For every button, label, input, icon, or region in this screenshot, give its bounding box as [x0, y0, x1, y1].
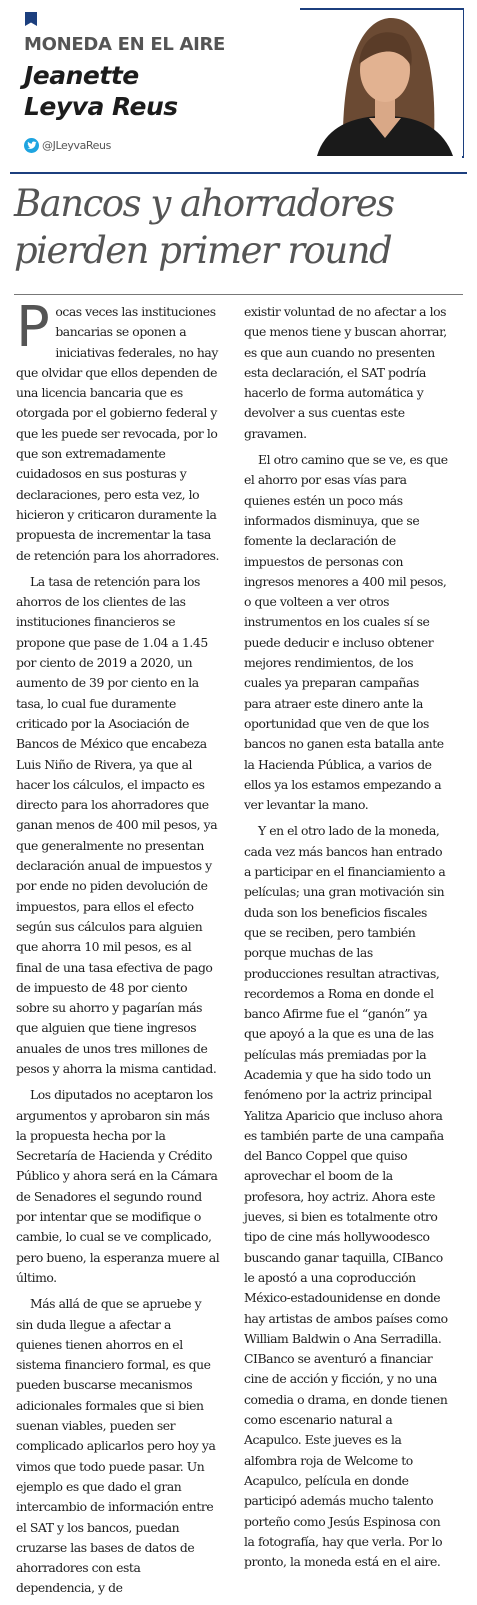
headline-line-1: Bancos y ahorradores: [14, 182, 394, 225]
paragraph: La tasa de retención para los ahorros de los clientes de las instituciones financieros se propone que pase de 1.04 a 1.45 por ciento de 2019 a 2020, un aumento de 39 por ciento en la tasa, lo cual fue duramente criticado por la Asociación de Bancos de México que encabeza Luis Niño de Rivera, ya que al hacer los cálculos, el impacto es directo para los ahorradores que ganan menos de 400 mil pesos, ya que generalmente no presentan declaración anual de impuestos y por ende no piden devolución de impuestos, para ellos el efecto según sus cálculos para alguien que ahorra 10 mil pesos, es al final de una tasa efectiva de pago de impuesto de 48 por ciento sobre su ahorro y pagarían más que alguien que tiene ingresos anuales de unos tres millones de pesos y ahorra la misma cantidad.: [16, 573, 218, 1076]
paragraph: Los diputados no aceptaron los argumentos y aprobaron sin más la propuesta hecha por la Secretaría de Hacienda y Crédito Público y ahora será en la Cámara de Senadores el segundo round por intentar que se modifique o cambie, lo cual se ve complicado, pero bueno, la esperanza muere al último.: [16, 1087, 220, 1285]
author-name: [24, 60, 294, 122]
twitter-bird-icon: [24, 138, 39, 153]
article-headline: [14, 180, 474, 274]
column-header: [0, 0, 477, 172]
headline-divider: [14, 294, 463, 295]
headline-rule: [10, 172, 467, 174]
paragraph-text: ocas veces las instituciones bancarias se oponen a iniciativas federales, no hay que olvidar que ellos dependen de una licencia bancaria que es otorgada por el gobierno federal y que les puede ser revocada, por lo que son extremadamente cuidadosos en sus posturas y declaraciones, pero esta vez, lo hicieron y criticaron duramente la propuesta de incrementar la tasa de retención para los ahorradores.: [16, 304, 220, 563]
article-column-left: [16, 295, 220, 1605]
paragraph: [16, 295, 220, 566]
paragraph: Más allá de que se apruebe y sin duda llegue a afectar a quienes tienen ahorros en el sistema financiero formal, es que pueden buscarse mecanismos adicionales formales que si bien suenan viables, pueden ser complicado aplicarlos pero hoy ya vimos que todo puede pasar. Un ejemplo es que dado el gran intercambio de información entre el SAT y los bancos, puedan cruzarse las bases de datos de ahorradores con esta dependencia, y de: [16, 1296, 216, 1596]
paragraph: Y en el otro lado de la moneda, cada vez más bancos han entrado a participar en el financiamiento a películas; una gran motivación sin duda son los beneficios fiscales que se reciben, pero también porque muchas de las producciones resultan atractivas, recordemos a Roma en donde el banco Afirme fue el “ganón” ya que apoyó a la que es una de las películas más premiadas por la Academia y que ha sido todo un fenómeno por la actriz principal Yalitza Aparicio que incluso ahora es también parte de una campaña del Banco Coppel que quiso aprovechar el boom de la profesora, hoy actriz. Ahora este jueves, si bien es totalmente otro tipo de cine más hollywoodesco buscando ganar taquilla, CIBanco le apostó a una coproducción México-estadounidense en donde hay artistas de ambos países como William Baldwin o Ana Serradilla. CIBanco se aventuró a financiar cine de acción y ficción, y no una comedia o drama, en donde tienen como escenario natural a Acapulco. Este jueves es la alfombra roja de Welcome to Acapulco, película en donde participó además mucho talento porteño como Jesús Espinosa con la fotografía, hay que verla. Por lo pronto, la moneda está en el aire.: [244, 823, 448, 1570]
section-label: MONEDA EN EL AIRE: [24, 34, 226, 55]
paragraph: El otro camino que se ve, es que el ahorro por esas vías para quienes estén un poco más informados disminuya, que se fomente la declaración de impuestos de personas con ingresos menores a 400 mil pesos, o que volteen a ver otros instrumentos en los cuales sí se puede deducir e incluso obtener mejores rendimientos, de los cuales ya preparan campañas para atraer este dinero ante la oportunidad que ven de que los bancos no ganen esta batalla ante la Hacienda Pública, a varios de ellos ya los estamos empezando a ver levantar la mano.: [244, 452, 448, 813]
bookmark-flag-icon: [25, 12, 37, 26]
twitter-link[interactable]: [24, 138, 111, 153]
author-last-name: Leyva Reus: [24, 92, 178, 121]
paragraph: existir voluntad de no afectar a los que menos tiene y buscan ahorrar, es que aun cuando no presenten esta declaración, el SAT podría hacerlo de forma automática y devolver a sus cuentas este gravamen.: [244, 304, 447, 441]
author-portrait: [303, 10, 463, 156]
article-column-right: [244, 302, 448, 1578]
headline-line-2: pierden primer round: [14, 229, 392, 272]
drop-cap: P: [16, 295, 50, 360]
twitter-handle: @JLeyvaReus: [42, 139, 111, 152]
author-first-name: Jeanette: [24, 61, 139, 90]
